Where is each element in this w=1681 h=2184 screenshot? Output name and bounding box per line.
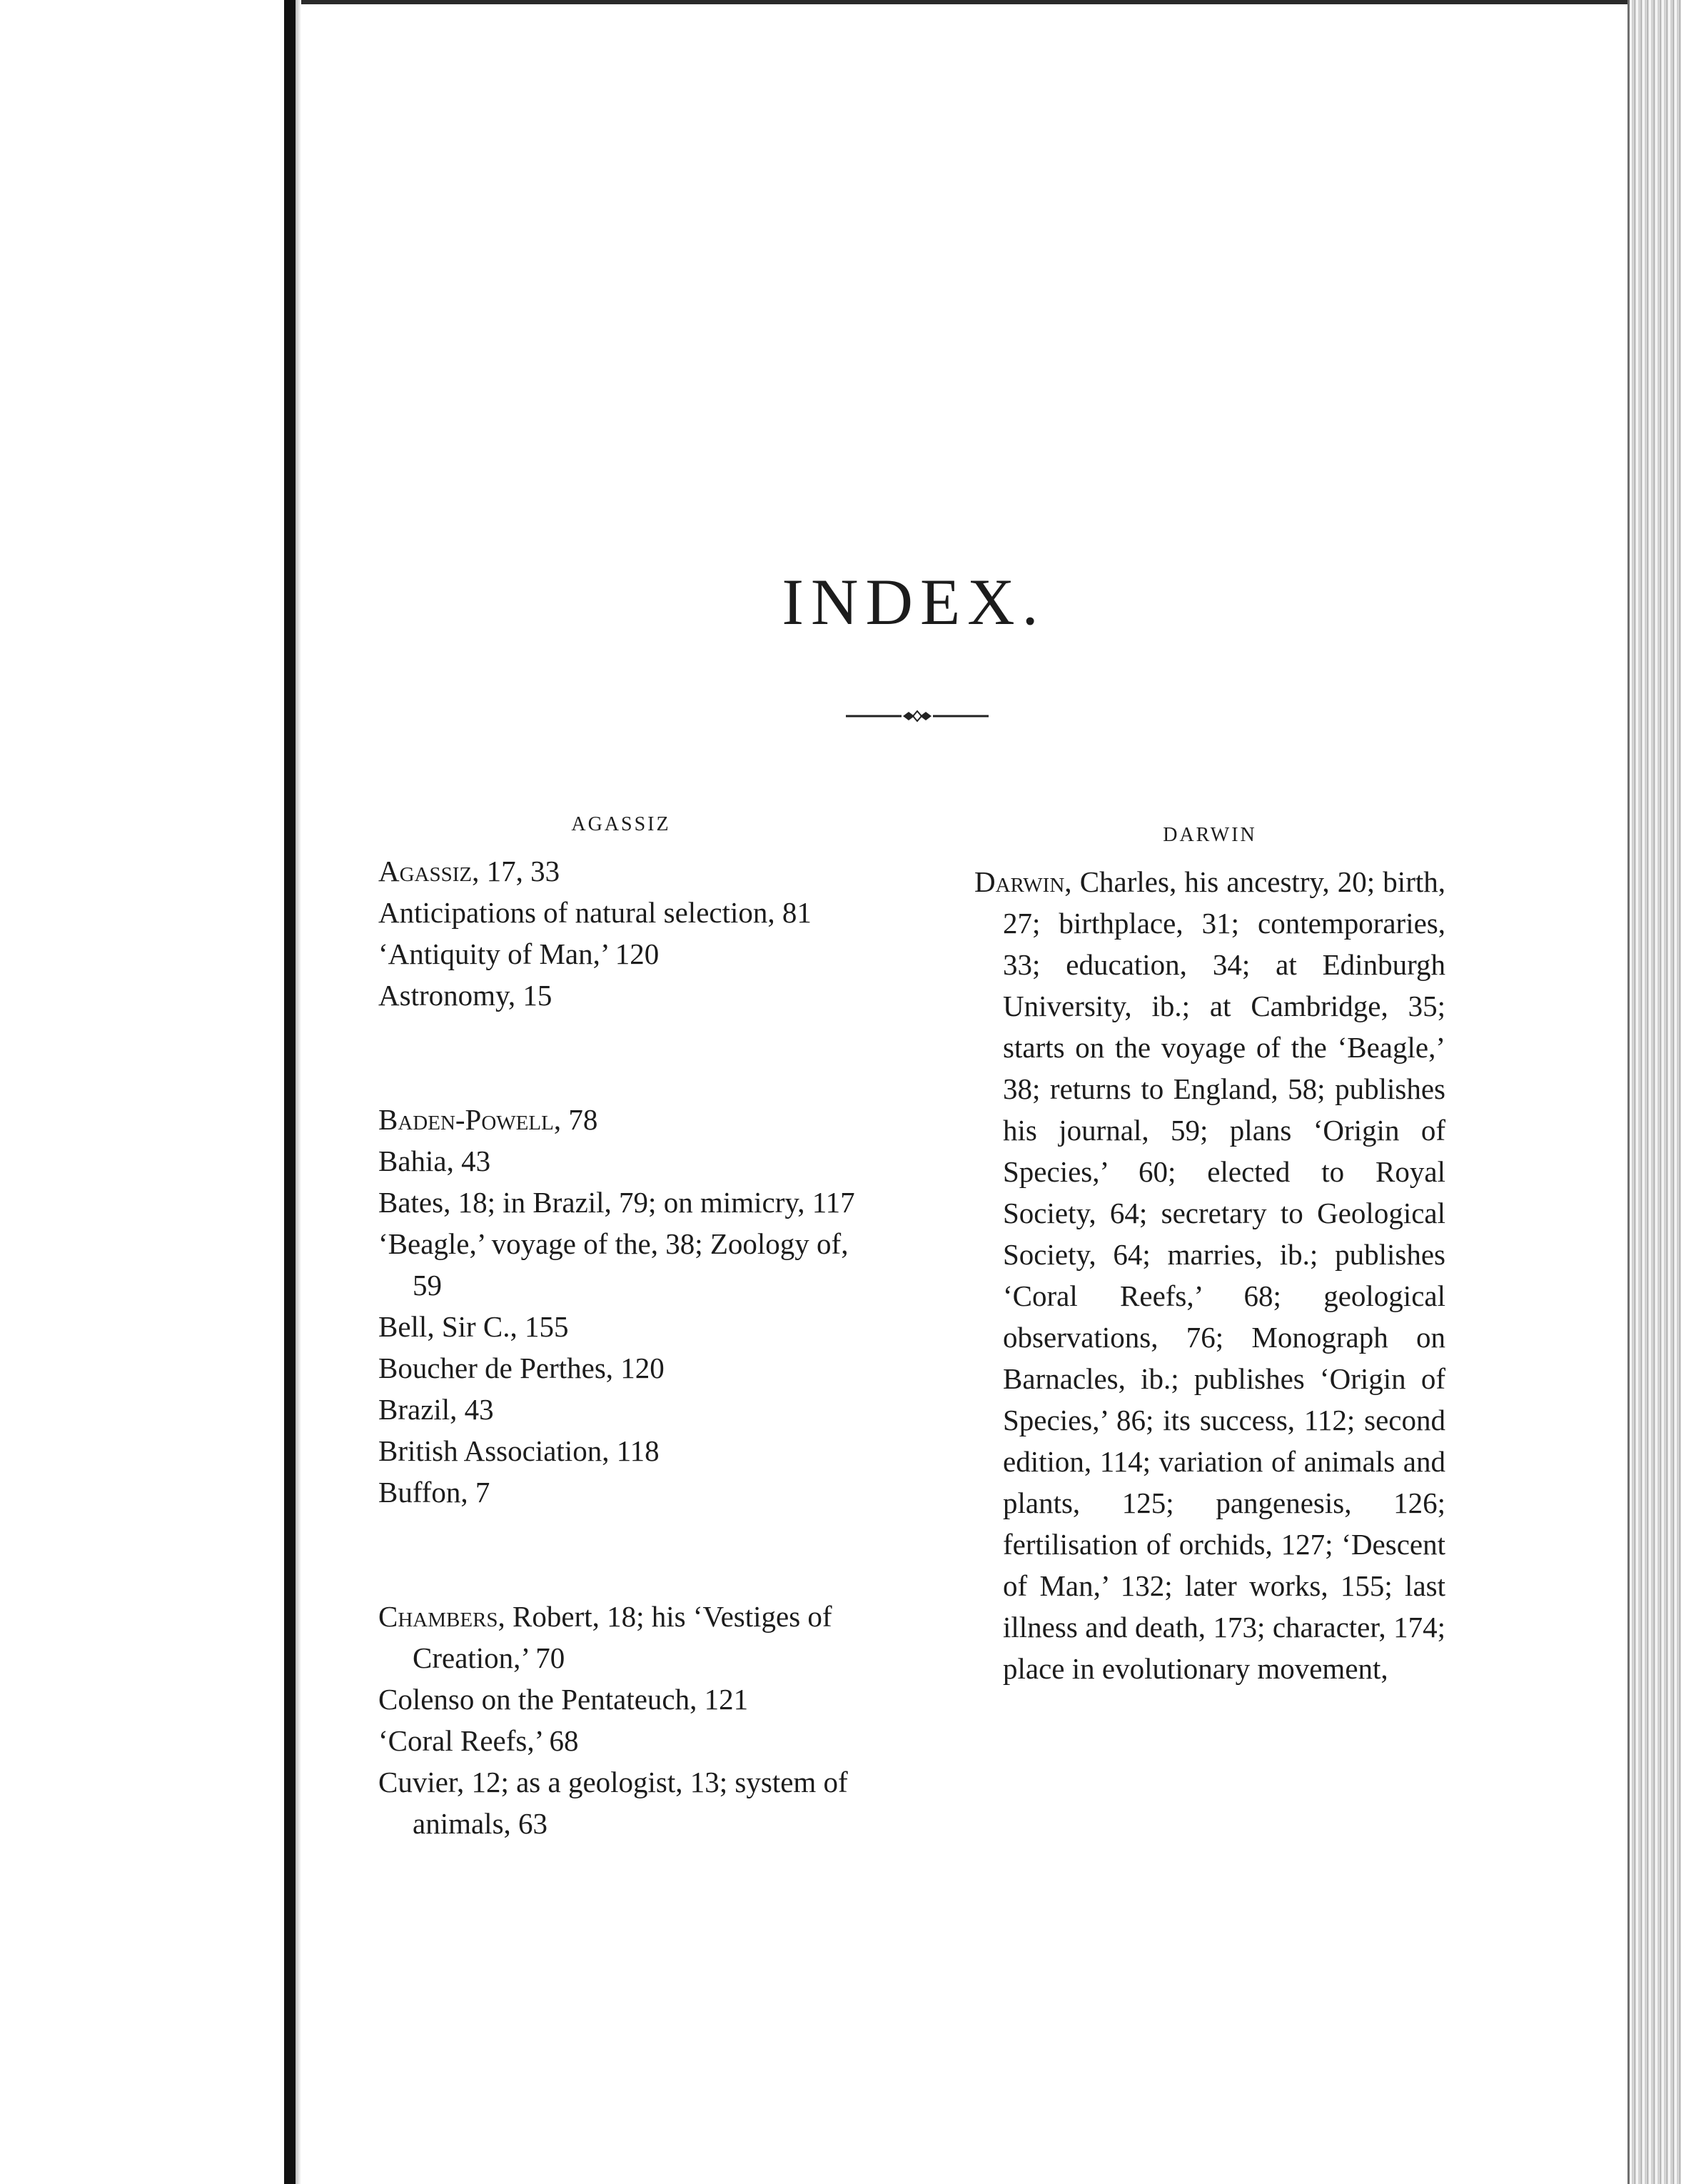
entry-text: Boucher de Perthes, 120 xyxy=(378,1352,665,1384)
index-entry xyxy=(378,1306,864,1347)
page-title: INDEX. xyxy=(782,565,1046,638)
entry-text: British Association, 118 xyxy=(378,1434,660,1467)
index-entry xyxy=(378,1430,864,1471)
entry-text: ‘Antiquity of Man,’ 120 xyxy=(378,937,660,970)
index-entry xyxy=(378,1347,864,1389)
entry-heading: Chambers xyxy=(378,1600,498,1633)
index-entry xyxy=(378,1099,864,1140)
running-head-left: AGASSIZ xyxy=(571,813,671,835)
entry-text: , 17, 33 xyxy=(472,855,560,887)
entry-text: Bahia, 43 xyxy=(378,1144,491,1177)
entry-text: Anticipations of natural selection, 81 xyxy=(378,896,812,929)
index-entry xyxy=(378,1182,864,1223)
entry-heading: Agassiz xyxy=(378,855,473,887)
index-group-c xyxy=(378,1596,864,1844)
entry-text: Bell, Sir C., 155 xyxy=(378,1310,569,1343)
entry-text: Colenso on the Pentateuch, 121 xyxy=(378,1683,749,1716)
page-top-edge xyxy=(296,0,1630,4)
index-entry xyxy=(378,850,864,892)
entry-text: ‘Beagle,’ voyage of the, 38; Zoology of, 59 xyxy=(378,1227,849,1302)
title-ornament xyxy=(846,705,989,727)
index-entry xyxy=(378,1720,864,1761)
entry-text: Bates, 18; in Brazil, 79; on mimicry, 117 xyxy=(378,1186,855,1219)
entry-text: , Charles, his ancestry, 20; birth, 27; birthplace, 31; contemporaries, 33; education, 34; at Edinburgh University, ib.; at Cambridge, 35; starts on the voyage of the ‘Beagle,’ 38; returns to England, 58; publishes his journal, 59; plans ‘Origin of Species,’ 60; elected to Royal Society, 64; secretary to Geological Society, 64; marries, ib.; publishes ‘Coral Reefs,’ 68; geological observations, 76; Monograph on Barnacles, ib.; publishes ‘Origin of Species,’ 86; its success, 112; second edition, 114; variation of animals and plants, 125; pangenesis, 126; fertilisation of orchids, 127; ‘Descent of Man,’ 132; later works, 155; last illness and death, 173; character, 174; place in evolutionary movement, xyxy=(1003,865,1445,1685)
binding-edge xyxy=(284,0,296,2184)
index-group-b xyxy=(378,1099,864,1513)
index-entry xyxy=(378,892,864,933)
index-entry xyxy=(378,1140,864,1182)
entry-text: Astronomy, 15 xyxy=(378,979,552,1012)
index-entry xyxy=(378,1761,864,1844)
entry-text: ‘Coral Reefs,’ 68 xyxy=(378,1724,579,1757)
next-leaves-edge xyxy=(1630,0,1681,2184)
index-entry xyxy=(378,975,864,1016)
group-spacer xyxy=(378,1513,864,1596)
entry-text: Brazil, 43 xyxy=(378,1393,494,1426)
entry-text: , 78 xyxy=(553,1103,598,1136)
entry-text: , Robert, 18; his ‘Vestiges of Creation,’ 70 xyxy=(413,1600,832,1674)
index-entry xyxy=(378,1389,864,1430)
group-spacer xyxy=(378,1016,864,1099)
entry-text: Buffon, 7 xyxy=(378,1476,490,1509)
entry-heading: Baden-Powell xyxy=(378,1103,554,1136)
entry-text: Cuvier, 12; as a geologist, 13; system of animals, 63 xyxy=(378,1766,848,1840)
binding-shadow xyxy=(296,0,301,2184)
index-entry xyxy=(378,933,864,975)
index-group-a xyxy=(378,850,864,1016)
index-entry xyxy=(378,1596,864,1679)
index-entry xyxy=(378,1679,864,1720)
running-head-right: DARWIN xyxy=(1163,824,1257,846)
index-right-column xyxy=(974,814,1445,1689)
index-entry xyxy=(378,1223,864,1306)
index-entry-darwin xyxy=(974,861,1445,1689)
entry-heading: Darwin xyxy=(974,865,1065,898)
index-entry xyxy=(378,1471,864,1513)
index-left-column xyxy=(378,803,864,1844)
